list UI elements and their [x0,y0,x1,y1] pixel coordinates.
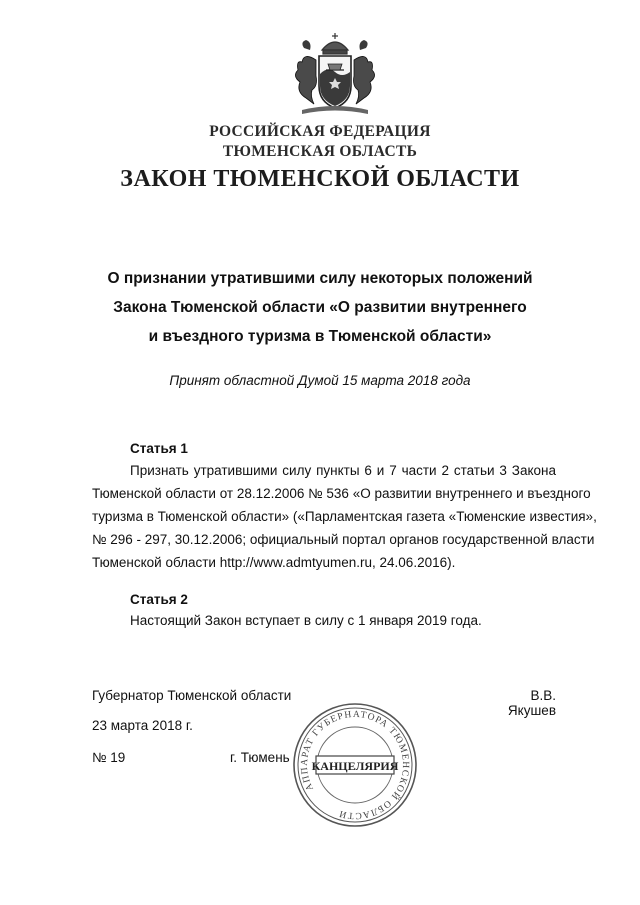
article-1-line: Признать утратившими силу пункты 6 и 7 части 2 статьи 3 Закона [130,463,556,478]
law-title-line-1: О признании утратившими силу некоторых положений [107,270,533,287]
law-title-line-2: Закона Тюменской области «О развитии внутреннего [113,299,527,316]
signing-date: 23 марта 2018 г. [92,718,193,733]
coat-of-arms-icon [282,30,388,116]
signatory-position: Губернатор Тюменской области [92,688,292,703]
signatory-name: В.В. Якушев [507,688,556,718]
article-1-heading: Статья 1 [130,441,188,456]
article-1-line: № 296 - 297, 30.12.2006; официальный портал органов государственной власти [92,532,595,547]
document-type-title: ЗАКОН ТЮМЕНСКОЙ ОБЛАСТИ [120,166,520,192]
article-2-text: Настоящий Закон вступает в силу с 1 января 2019 года. [130,613,482,628]
stamp-center-text: КАНЦЕЛЯРИЯ [311,759,399,773]
article-1-line: Тюменской области http://www.admtyumen.ru, 24.06.2016). [92,555,456,570]
header-region: ТЮМЕНСКАЯ ОБЛАСТЬ [222,143,418,160]
article-1-line: Тюменской области от 28.12.2006 № 536 «О развитии внутреннего и въездного [92,486,591,501]
header-country: РОССИЙСКАЯ ФЕДЕРАЦИЯ [209,123,431,140]
stamp-ring-text: АППАРАТ ГУБЕРНАТОРА ТЮМЕНСКОЙ ОБЛАСТИ [299,709,411,821]
article-2-heading: Статья 2 [130,592,188,607]
law-number: № 19 [92,750,126,765]
law-title-line-3: и въездного туризма в Тюменской области» [148,328,492,345]
chancellery-stamp [290,700,420,830]
signing-city: г. Тюмень [230,750,290,765]
adoption-note: Принят областной Думой 15 марта 2018 года [169,373,471,388]
article-1-line: туризма в Тюменской области» («Парламентская газета «Тюменские известия», [92,509,597,524]
